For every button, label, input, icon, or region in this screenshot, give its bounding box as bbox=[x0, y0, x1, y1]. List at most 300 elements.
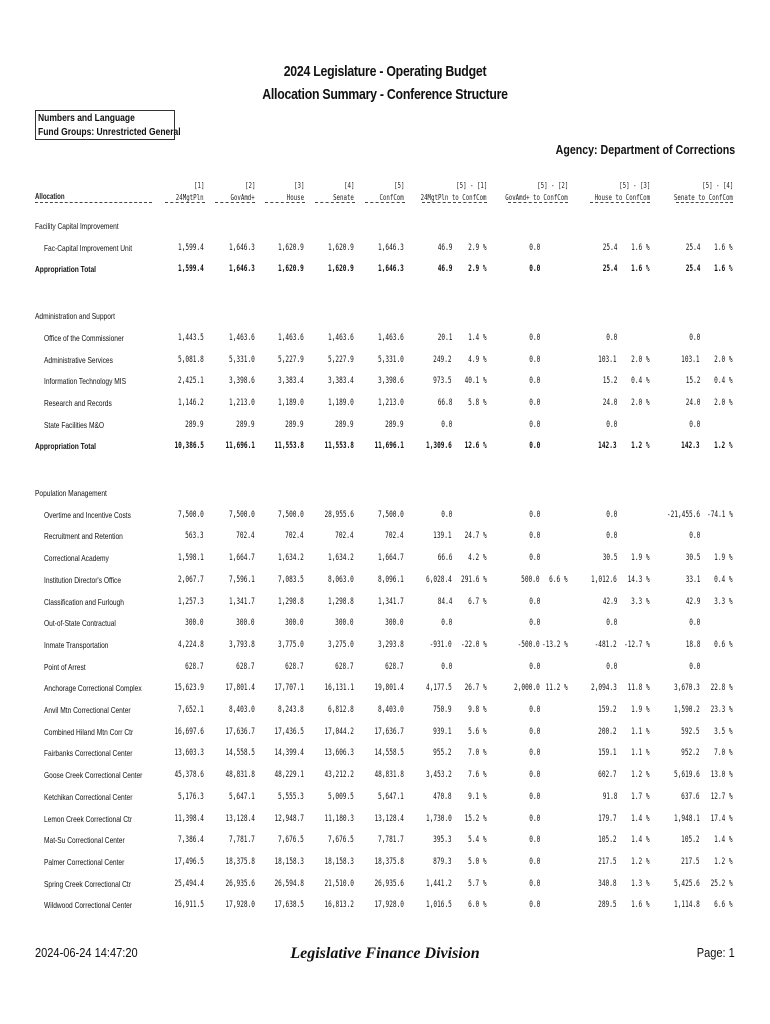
value-cell: 7,781.7 bbox=[229, 835, 255, 846]
column-number-d3: [5] - [3] bbox=[618, 181, 650, 190]
value-cell: 13,128.4 bbox=[374, 813, 404, 824]
percent-cell: 25.2 % bbox=[710, 878, 733, 889]
difference-cell: 42.9 bbox=[602, 596, 617, 607]
value-cell: 1,463.6 bbox=[229, 332, 255, 343]
value-cell: 300.0 bbox=[335, 618, 354, 629]
allocation-label: Appropriation Total bbox=[35, 441, 97, 452]
difference-cell: 5,619.6 bbox=[674, 770, 700, 781]
difference-cell: 3,670.3 bbox=[674, 683, 700, 694]
difference-cell: 0.0 bbox=[528, 813, 540, 824]
value-cell: 1,341.7 bbox=[229, 596, 255, 607]
table-row bbox=[0, 857, 770, 871]
percent-cell: 1.1 % bbox=[631, 748, 650, 759]
value-cell: 1,620.9 bbox=[278, 264, 304, 275]
difference-cell: 0.0 bbox=[440, 618, 452, 629]
agency-label: Agency: Department of Corrections bbox=[555, 143, 735, 157]
percent-cell: 1.6 % bbox=[631, 900, 650, 911]
value-cell: 21,510.0 bbox=[324, 878, 354, 889]
value-cell: 25,494.4 bbox=[174, 878, 204, 889]
table-row bbox=[0, 597, 770, 611]
allocation-label: Palmer Correctional Center bbox=[44, 856, 125, 867]
difference-cell: 1,441.2 bbox=[426, 878, 452, 889]
difference-cell: -931.0 bbox=[429, 639, 452, 650]
percent-cell: 2.0 % bbox=[631, 397, 650, 408]
value-cell: 5,331.0 bbox=[378, 354, 404, 365]
difference-cell: 6,028.4 bbox=[426, 574, 452, 585]
percent-cell: 3.3 % bbox=[714, 596, 733, 607]
allocation-label: Institution Director's Office bbox=[44, 574, 122, 585]
difference-cell: 0.0 bbox=[605, 661, 617, 672]
value-cell: 7,500.0 bbox=[278, 509, 304, 520]
percent-cell: 1.2 % bbox=[714, 441, 733, 452]
value-cell: 1,620.9 bbox=[278, 242, 304, 253]
difference-cell: 159.1 bbox=[598, 748, 617, 759]
difference-cell: 955.2 bbox=[433, 748, 452, 759]
value-cell: 17,928.0 bbox=[225, 900, 255, 911]
allocation-label: State Facilities M&O bbox=[44, 419, 105, 430]
difference-cell: 470.8 bbox=[433, 791, 452, 802]
difference-cell: 0.0 bbox=[688, 419, 700, 430]
percent-cell: 6.6 % bbox=[714, 900, 733, 911]
value-cell: 16,813.2 bbox=[324, 900, 354, 911]
appropriation-total-row bbox=[0, 264, 770, 278]
value-cell: 3,383.4 bbox=[328, 376, 354, 387]
value-cell: 26,935.6 bbox=[225, 878, 255, 889]
value-cell: 16,697.6 bbox=[174, 726, 204, 737]
difference-cell: 0.0 bbox=[688, 531, 700, 542]
value-cell: 1,620.9 bbox=[328, 242, 354, 253]
value-cell: 7,500.0 bbox=[178, 509, 204, 520]
value-cell: 8,063.0 bbox=[328, 574, 354, 585]
value-cell: 1,646.3 bbox=[378, 264, 404, 275]
percent-cell: 1.4 % bbox=[631, 813, 650, 824]
section-heading bbox=[0, 221, 770, 235]
difference-cell: 25.4 bbox=[685, 242, 700, 253]
value-cell: 18,375.8 bbox=[374, 856, 404, 867]
difference-cell: 0.0 bbox=[528, 748, 540, 759]
value-cell: 289.9 bbox=[335, 419, 354, 430]
difference-cell: 0.0 bbox=[440, 661, 452, 672]
difference-cell: 1,948.1 bbox=[674, 813, 700, 824]
column-number-d4: [5] - [4] bbox=[701, 181, 733, 190]
fund-groups-label: Fund Groups: Unrestricted General bbox=[38, 127, 181, 138]
percent-cell: 26.7 % bbox=[464, 683, 487, 694]
difference-cell: 973.5 bbox=[433, 376, 452, 387]
allocation-label: Office of the Commissioner bbox=[44, 332, 124, 343]
table-row bbox=[0, 792, 770, 806]
section-heading bbox=[0, 488, 770, 502]
difference-cell: 0.0 bbox=[528, 264, 540, 275]
value-cell: 17,436.5 bbox=[274, 726, 304, 737]
value-cell: 17,636.7 bbox=[374, 726, 404, 737]
column-number-d1: [5] - [1] bbox=[455, 181, 487, 190]
allocation-label: Classification and Furlough bbox=[44, 596, 124, 607]
value-cell: 18,158.3 bbox=[324, 856, 354, 867]
column-number-d2: [5] - [2] bbox=[536, 181, 568, 190]
percent-cell: 5.6 % bbox=[468, 726, 487, 737]
value-cell: 1,646.3 bbox=[378, 242, 404, 253]
value-cell: 3,383.4 bbox=[278, 376, 304, 387]
value-cell: 11,398.4 bbox=[174, 813, 204, 824]
difference-cell: 25.4 bbox=[685, 264, 700, 275]
difference-cell: 0.0 bbox=[528, 705, 540, 715]
value-cell: 1,620.9 bbox=[328, 264, 354, 275]
allocation-label: Inmate Transportation bbox=[44, 639, 109, 650]
value-cell: 628.7 bbox=[385, 661, 404, 672]
value-cell: 2,067.7 bbox=[178, 574, 204, 585]
difference-cell: 0.0 bbox=[528, 618, 540, 629]
division-signature: Legislative Finance Division bbox=[290, 945, 480, 962]
table-row bbox=[0, 683, 770, 697]
column-label-c2: GovAmd+ bbox=[230, 193, 255, 202]
difference-cell: 0.0 bbox=[528, 332, 540, 343]
value-cell: 17,707.1 bbox=[274, 683, 304, 694]
percent-cell: 6.6 % bbox=[549, 574, 568, 585]
value-cell: 289.9 bbox=[385, 419, 404, 430]
difference-cell: 0.0 bbox=[528, 835, 540, 846]
value-cell: 1,257.3 bbox=[178, 596, 204, 607]
table-row bbox=[0, 355, 770, 369]
header-underline bbox=[215, 202, 255, 203]
difference-cell: 0.0 bbox=[528, 791, 540, 802]
value-cell: 1,599.4 bbox=[178, 242, 204, 253]
allocation-label: Fairbanks Correctional Center bbox=[44, 748, 133, 759]
value-cell: 17,638.5 bbox=[274, 900, 304, 911]
value-cell: 1,634.2 bbox=[328, 553, 354, 564]
value-cell: 11,696.1 bbox=[374, 441, 404, 452]
difference-cell: 0.0 bbox=[528, 419, 540, 430]
difference-cell: 1,590.2 bbox=[674, 705, 700, 715]
percent-cell: 1.2 % bbox=[714, 856, 733, 867]
table-row bbox=[0, 705, 770, 719]
value-cell: 300.0 bbox=[185, 618, 204, 629]
allocation-label: Administrative Services bbox=[44, 354, 113, 365]
value-cell: 6,812.8 bbox=[328, 705, 354, 715]
percent-cell: 12.6 % bbox=[464, 441, 487, 452]
value-cell: 5,227.9 bbox=[278, 354, 304, 365]
difference-cell: 0.0 bbox=[605, 332, 617, 343]
value-cell: 8,403.0 bbox=[378, 705, 404, 715]
value-cell: 1,189.0 bbox=[278, 397, 304, 408]
allocation-label: Appropriation Total bbox=[35, 264, 97, 275]
allocation-label: Anvil Mtn Correctional Center bbox=[44, 705, 131, 715]
value-cell: 1,213.0 bbox=[378, 397, 404, 408]
allocation-label: Fac-Capital Improvement Unit bbox=[44, 242, 133, 253]
value-cell: 300.0 bbox=[385, 618, 404, 629]
difference-cell: 0.0 bbox=[528, 856, 540, 867]
percent-cell: 1.4 % bbox=[714, 835, 733, 846]
difference-cell: 30.5 bbox=[602, 553, 617, 564]
value-cell: 17,636.7 bbox=[225, 726, 255, 737]
difference-cell: 0.0 bbox=[528, 509, 540, 520]
percent-cell: 1.6 % bbox=[631, 264, 650, 275]
column-label-d3: House to ConfCom bbox=[594, 193, 650, 202]
allocation-label: Information Technology MIS bbox=[44, 376, 127, 387]
header-underline bbox=[422, 202, 487, 203]
percent-cell: 6.7 % bbox=[468, 596, 487, 607]
percent-cell: 2.0 % bbox=[714, 354, 733, 365]
difference-cell: 24.0 bbox=[602, 397, 617, 408]
value-cell: 3,793.8 bbox=[229, 639, 255, 650]
value-cell: 628.7 bbox=[285, 661, 304, 672]
percent-cell: 4.9 % bbox=[468, 354, 487, 365]
value-cell: 13,606.3 bbox=[324, 748, 354, 759]
value-cell: 300.0 bbox=[285, 618, 304, 629]
column-number-c2: [2] bbox=[244, 181, 255, 190]
difference-cell: 30.5 bbox=[685, 553, 700, 564]
difference-cell: 0.0 bbox=[688, 661, 700, 672]
report-title: 2024 Legislature - Operating Budget bbox=[283, 63, 487, 80]
difference-cell: 0.0 bbox=[605, 531, 617, 542]
difference-cell: 200.2 bbox=[598, 726, 617, 737]
table-row bbox=[0, 510, 770, 524]
percent-cell: 1.7 % bbox=[631, 791, 650, 802]
fund-group-box bbox=[35, 110, 181, 140]
percent-cell: 1.6 % bbox=[631, 242, 650, 253]
difference-cell: 289.5 bbox=[598, 900, 617, 911]
difference-cell: 0.0 bbox=[528, 376, 540, 387]
value-cell: 628.7 bbox=[335, 661, 354, 672]
value-cell: 7,500.0 bbox=[378, 509, 404, 520]
percent-cell: 1.1 % bbox=[631, 726, 650, 737]
value-cell: 48,831.8 bbox=[374, 770, 404, 781]
value-cell: 7,596.1 bbox=[229, 574, 255, 585]
value-cell: 17,801.4 bbox=[225, 683, 255, 694]
value-cell: 7,781.7 bbox=[378, 835, 404, 846]
value-cell: 1,664.7 bbox=[378, 553, 404, 564]
value-cell: 5,009.5 bbox=[328, 791, 354, 802]
percent-cell: 1.2 % bbox=[631, 856, 650, 867]
column-label-d2: GovAmd+ to ConfCom bbox=[505, 193, 568, 202]
value-cell: 48,831.8 bbox=[225, 770, 255, 781]
column-label-d1: 24MgtPln to ConfCom bbox=[421, 193, 487, 202]
allocation-label: Ketchikan Correctional Center bbox=[44, 791, 133, 802]
allocation-label: Recruitment and Retention bbox=[44, 531, 123, 542]
difference-cell: 0.0 bbox=[528, 441, 540, 452]
value-cell: 1,664.7 bbox=[229, 553, 255, 564]
difference-cell: 637.6 bbox=[681, 791, 700, 802]
value-cell: 7,676.5 bbox=[328, 835, 354, 846]
difference-cell: 24.0 bbox=[685, 397, 700, 408]
table-row bbox=[0, 376, 770, 390]
column-number-c4: [4] bbox=[343, 181, 354, 190]
difference-cell: 20.1 bbox=[437, 332, 452, 343]
value-cell: 1,298.8 bbox=[278, 596, 304, 607]
difference-cell: 15.2 bbox=[685, 376, 700, 387]
difference-cell: 66.6 bbox=[437, 553, 452, 564]
percent-cell: 17.4 % bbox=[710, 813, 733, 824]
percent-cell: 13.0 % bbox=[710, 770, 733, 781]
value-cell: 17,928.0 bbox=[374, 900, 404, 911]
difference-cell: 25.4 bbox=[602, 242, 617, 253]
percent-cell: 0.4 % bbox=[631, 376, 650, 387]
allocation-label: Goose Creek Correctional Center bbox=[44, 770, 143, 781]
value-cell: 15,623.9 bbox=[174, 683, 204, 694]
difference-cell: 395.3 bbox=[433, 835, 452, 846]
value-cell: 702.4 bbox=[285, 531, 304, 542]
difference-cell: 105.2 bbox=[598, 835, 617, 846]
column-label-c4: Senate bbox=[333, 193, 354, 202]
value-cell: 2,425.1 bbox=[178, 376, 204, 387]
section-label: Administration and Support bbox=[35, 311, 115, 322]
value-cell: 26,935.6 bbox=[374, 878, 404, 889]
difference-cell: 0.0 bbox=[688, 618, 700, 629]
value-cell: 28,955.6 bbox=[324, 509, 354, 520]
percent-cell: 11.8 % bbox=[627, 683, 650, 694]
value-cell: 11,696.1 bbox=[225, 441, 255, 452]
value-cell: 289.9 bbox=[285, 419, 304, 430]
value-cell: 3,398.6 bbox=[229, 376, 255, 387]
percent-cell: 3.5 % bbox=[714, 726, 733, 737]
value-cell: 702.4 bbox=[335, 531, 354, 542]
table-row bbox=[0, 618, 770, 632]
value-cell: 11,180.3 bbox=[324, 813, 354, 824]
allocation-label: Combined Hiland Mtn Corr Ctr bbox=[44, 726, 134, 737]
value-cell: 3,398.6 bbox=[378, 376, 404, 387]
page-number: Page: 1 bbox=[696, 945, 735, 960]
difference-cell: 1,114.8 bbox=[674, 900, 700, 911]
allocation-label: Research and Records bbox=[44, 397, 112, 408]
percent-cell: 5.7 % bbox=[468, 878, 487, 889]
value-cell: 8,403.0 bbox=[229, 705, 255, 715]
difference-cell: 0.0 bbox=[528, 531, 540, 542]
value-cell: 7,386.4 bbox=[178, 835, 204, 846]
percent-cell: 15.2 % bbox=[464, 813, 487, 824]
allocation-label: Mat-Su Correctional Center bbox=[44, 835, 125, 846]
value-cell: 1,463.6 bbox=[378, 332, 404, 343]
table-row bbox=[0, 575, 770, 589]
difference-cell: 0.0 bbox=[528, 770, 540, 781]
value-cell: 17,044.2 bbox=[324, 726, 354, 737]
difference-cell: 952.2 bbox=[681, 748, 700, 759]
difference-cell: 750.9 bbox=[433, 705, 452, 715]
percent-cell: 2.0 % bbox=[714, 397, 733, 408]
report-subtitle: Allocation Summary - Conference Structure bbox=[262, 86, 508, 103]
difference-cell: 602.7 bbox=[598, 770, 617, 781]
difference-cell: 592.5 bbox=[681, 726, 700, 737]
table-row bbox=[0, 333, 770, 347]
difference-cell: 18.8 bbox=[685, 639, 700, 650]
value-cell: 289.9 bbox=[236, 419, 255, 430]
difference-cell: 0.0 bbox=[605, 509, 617, 520]
value-cell: 1,646.3 bbox=[229, 242, 255, 253]
header-underline bbox=[590, 202, 650, 203]
percent-cell: 9.1 % bbox=[468, 791, 487, 802]
column-number-c5: [5] bbox=[393, 181, 404, 190]
percent-cell: 5.0 % bbox=[468, 856, 487, 867]
percent-cell: 1.2 % bbox=[631, 770, 650, 781]
percent-cell: 12.7 % bbox=[710, 791, 733, 802]
difference-cell: 0.0 bbox=[528, 354, 540, 365]
value-cell: 3,775.0 bbox=[278, 639, 304, 650]
percent-cell: 0.6 % bbox=[714, 639, 733, 650]
difference-cell: 4,177.5 bbox=[426, 683, 452, 694]
percent-cell: 291.6 % bbox=[461, 574, 487, 585]
percent-cell: 0.4 % bbox=[714, 376, 733, 387]
value-cell: 5,647.1 bbox=[229, 791, 255, 802]
column-number-c1: [1] bbox=[193, 181, 204, 190]
difference-cell: 217.5 bbox=[598, 856, 617, 867]
value-cell: 628.7 bbox=[185, 661, 204, 672]
percent-cell: 1.6 % bbox=[714, 264, 733, 275]
difference-cell: 1,016.5 bbox=[426, 900, 452, 911]
difference-cell: 142.3 bbox=[598, 441, 617, 452]
percent-cell: 4.2 % bbox=[468, 553, 487, 564]
difference-cell: 0.0 bbox=[528, 878, 540, 889]
difference-cell: 0.0 bbox=[528, 397, 540, 408]
percent-cell: 2.9 % bbox=[468, 242, 487, 253]
percent-cell: 40.1 % bbox=[464, 376, 487, 387]
value-cell: 7,652.1 bbox=[178, 705, 204, 715]
difference-cell: -481.2 bbox=[594, 639, 617, 650]
value-cell: 18,375.8 bbox=[225, 856, 255, 867]
value-cell: 5,227.9 bbox=[328, 354, 354, 365]
value-cell: 48,229.1 bbox=[274, 770, 304, 781]
allocation-label: Lemon Creek Correctional Ctr bbox=[44, 813, 133, 824]
header-underline bbox=[315, 202, 355, 203]
value-cell: 26,594.8 bbox=[274, 878, 304, 889]
table-row bbox=[0, 398, 770, 412]
table-row bbox=[0, 727, 770, 741]
percent-cell: 2.9 % bbox=[468, 264, 487, 275]
percent-cell: 1.3 % bbox=[631, 878, 650, 889]
value-cell: 3,275.0 bbox=[328, 639, 354, 650]
percent-cell: 1.2 % bbox=[631, 441, 650, 452]
allocation-label: Overtime and Incentive Costs bbox=[44, 509, 131, 520]
value-cell: 702.4 bbox=[385, 531, 404, 542]
table-row bbox=[0, 662, 770, 676]
percent-cell: -22.0 % bbox=[461, 639, 487, 650]
value-cell: 19,801.4 bbox=[374, 683, 404, 694]
difference-cell: 105.2 bbox=[681, 835, 700, 846]
value-cell: 11,553.8 bbox=[324, 441, 354, 452]
percent-cell: 14.3 % bbox=[627, 574, 650, 585]
value-cell: 3,293.8 bbox=[378, 639, 404, 650]
difference-cell: -500.0 bbox=[517, 639, 540, 650]
percent-cell: 3.3 % bbox=[631, 596, 650, 607]
value-cell: 13,603.3 bbox=[174, 748, 204, 759]
header-underline bbox=[365, 202, 405, 203]
table-row bbox=[0, 879, 770, 893]
difference-cell: -21,455.6 bbox=[666, 509, 700, 520]
difference-cell: 66.8 bbox=[437, 397, 452, 408]
section-heading bbox=[0, 311, 770, 325]
allocation-label: Anchorage Correctional Complex bbox=[44, 683, 142, 694]
difference-cell: 3,453.2 bbox=[426, 770, 452, 781]
numbers-language-label: Numbers and Language bbox=[38, 113, 135, 124]
difference-cell: 0.0 bbox=[528, 726, 540, 737]
appropriation-total-row bbox=[0, 441, 770, 455]
percent-cell: 1.6 % bbox=[714, 242, 733, 253]
percent-cell: -13.2 % bbox=[542, 639, 568, 650]
column-label-d4: Senate to ConfCom bbox=[674, 193, 733, 202]
difference-cell: 159.2 bbox=[598, 705, 617, 715]
value-cell: 1,598.1 bbox=[178, 553, 204, 564]
percent-cell: 1.9 % bbox=[714, 553, 733, 564]
difference-cell: 217.5 bbox=[681, 856, 700, 867]
difference-cell: 340.8 bbox=[598, 878, 617, 889]
value-cell: 45,378.6 bbox=[174, 770, 204, 781]
allocation-label: Spring Creek Correctional Ctr bbox=[44, 878, 131, 889]
value-cell: 13,128.4 bbox=[225, 813, 255, 824]
value-cell: 1,463.6 bbox=[328, 332, 354, 343]
value-cell: 7,500.0 bbox=[229, 509, 255, 520]
allocation-label: Wildwood Correctional Center bbox=[44, 900, 133, 911]
column-label-c5: ConfCom bbox=[379, 193, 404, 202]
difference-cell: 0.0 bbox=[528, 553, 540, 564]
value-cell: 43,212.2 bbox=[324, 770, 354, 781]
value-cell: 5,331.0 bbox=[229, 354, 255, 365]
